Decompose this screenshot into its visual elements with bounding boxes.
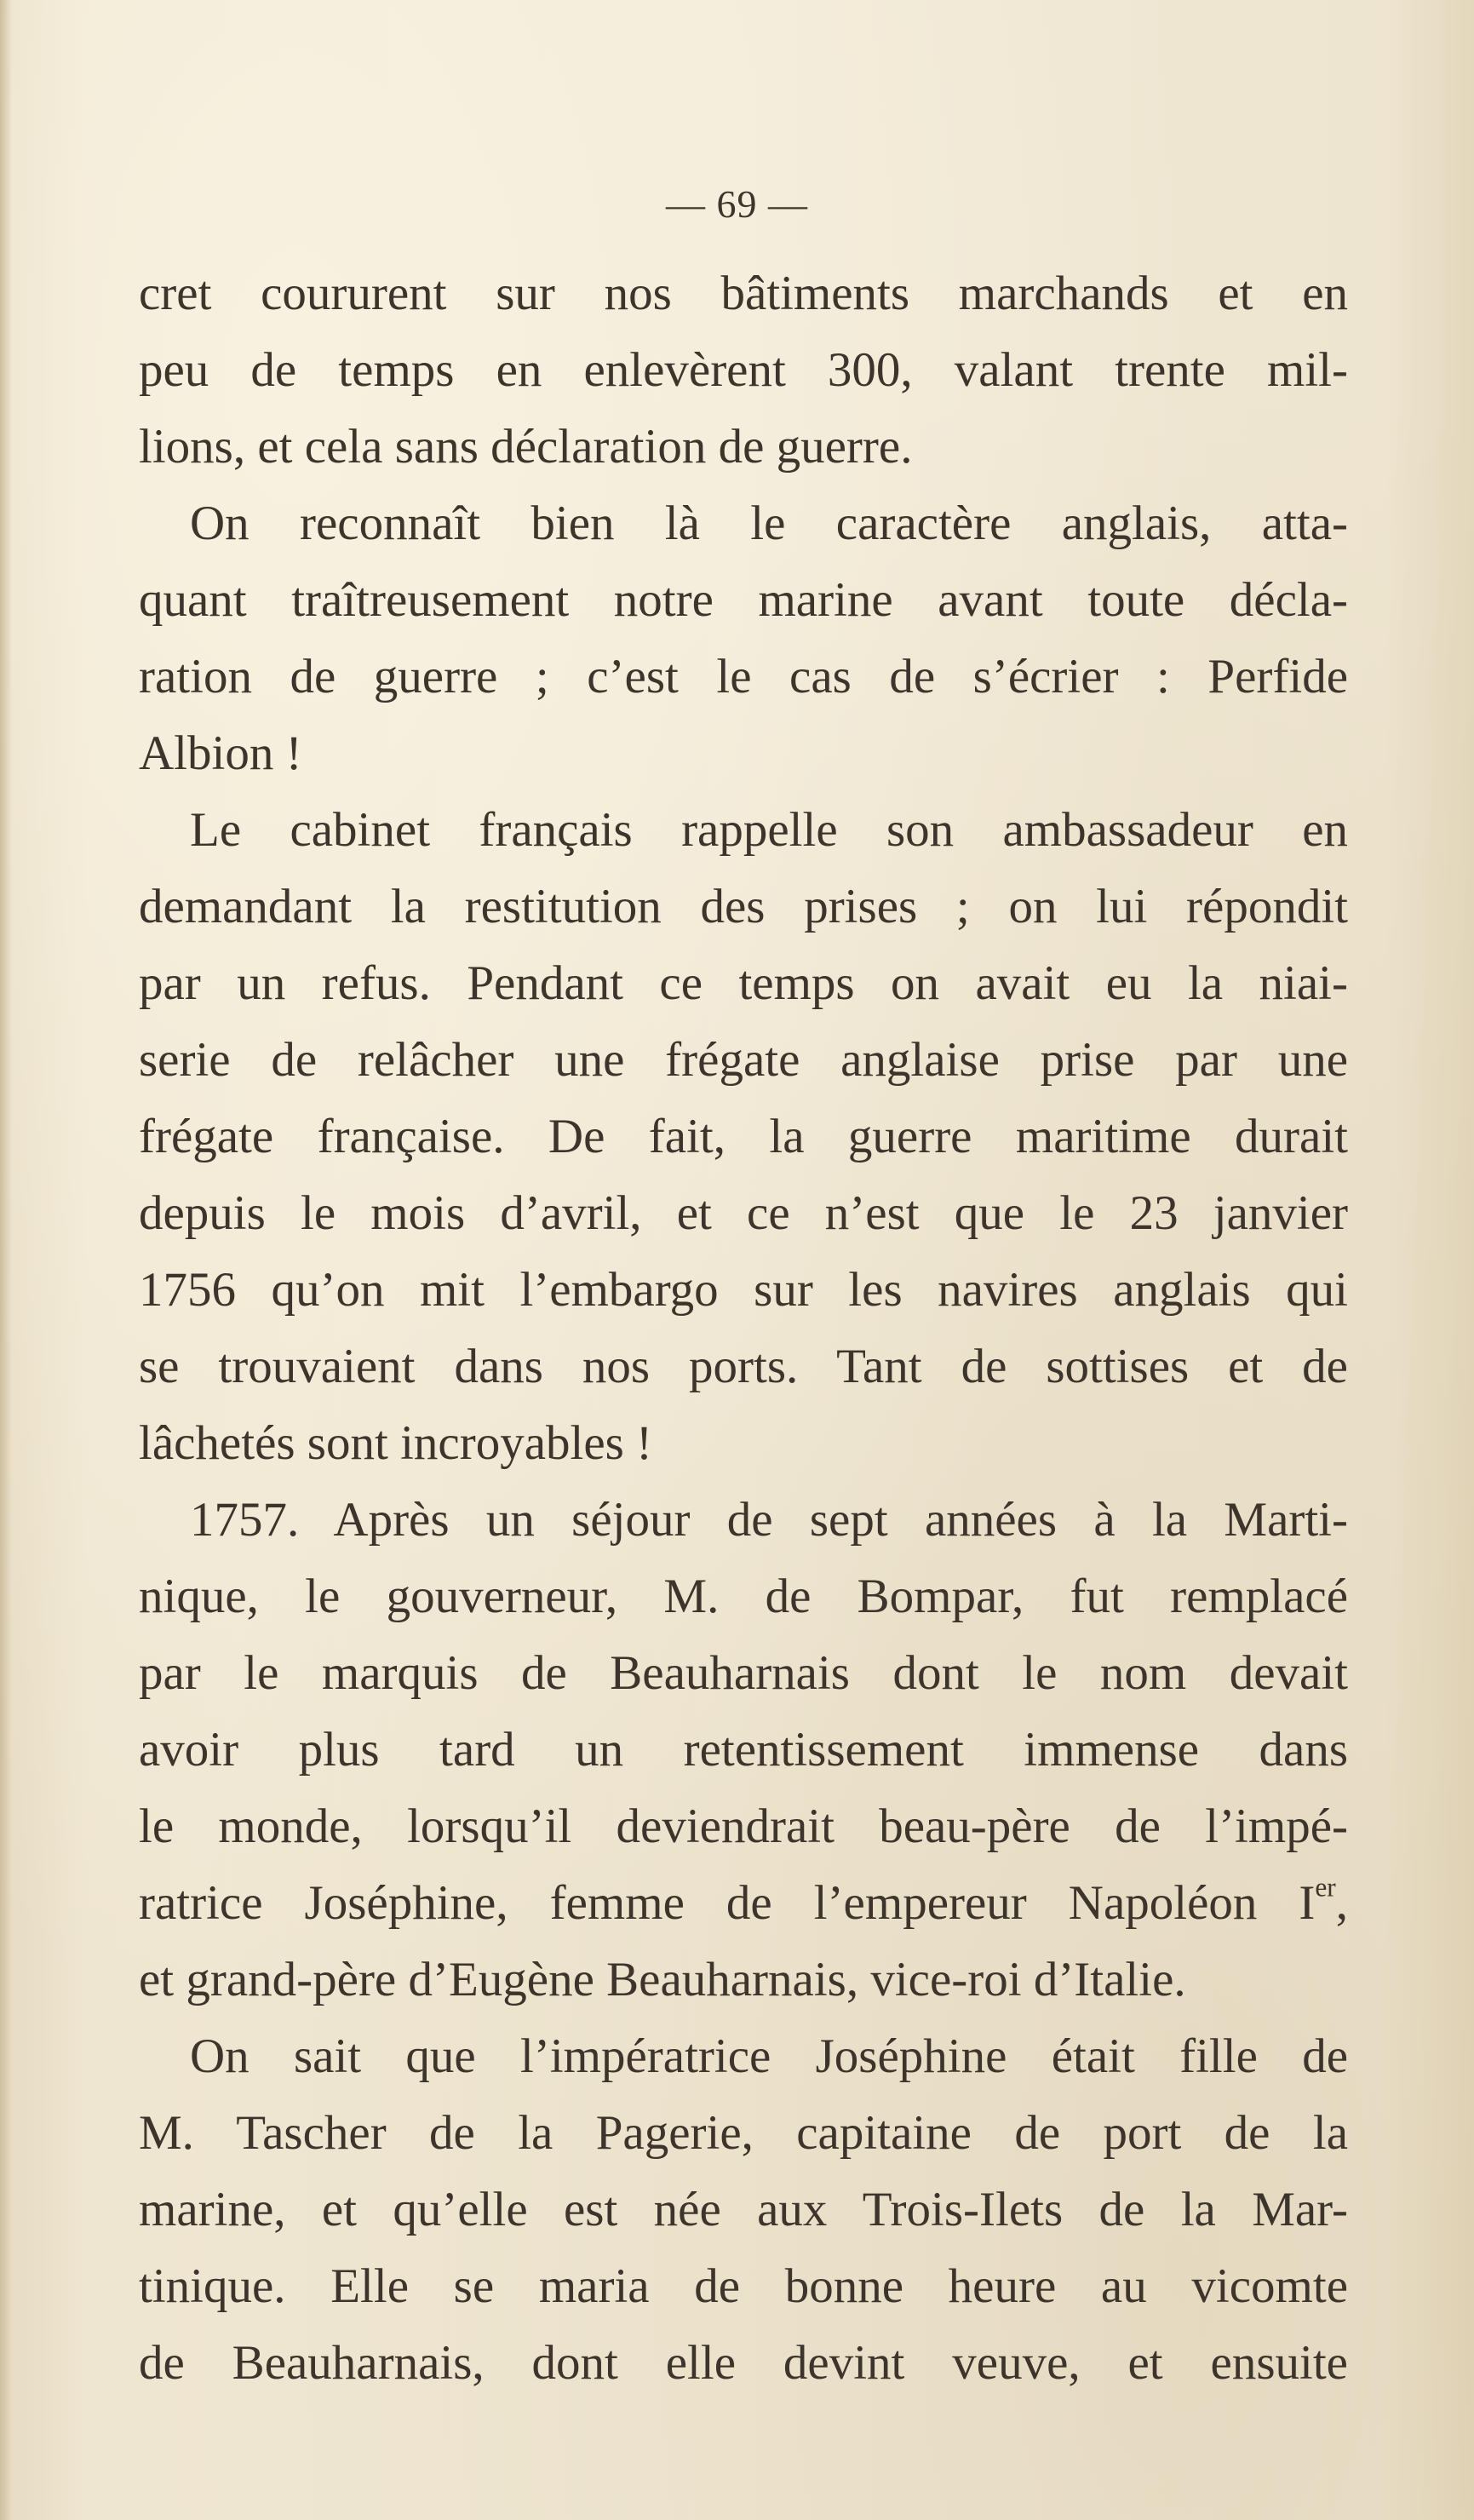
text-line-content: le monde, lorsqu’il deviendrait beau-père de l’impé- <box>139 1800 1348 1853</box>
text-line <box>139 715 1348 792</box>
text-line <box>139 1252 1348 1329</box>
page-edge-shadow <box>0 0 12 2520</box>
text-line-content: lions, et cela sans déclaration de guerre. <box>139 420 913 474</box>
text-line <box>139 639 1348 715</box>
superscript: er <box>1315 1872 1336 1903</box>
text-line <box>139 869 1348 945</box>
text-line <box>139 1175 1348 1252</box>
text-line <box>139 2095 1348 2172</box>
text-line <box>139 2172 1348 2248</box>
text-line-content: par le marquis de Beauharnais dont le nom devait <box>139 1646 1348 1700</box>
text-line-content: cret coururent sur nos bâtiments marchands et en <box>139 267 1348 320</box>
text-line-content: 1756 qu’on mit l’embargo sur les navires anglais qui <box>139 1263 1348 1317</box>
text-line-content: par un refus. Pendant ce temps on avait eu la niai- <box>139 956 1348 1010</box>
text-line-content: lâchetés sont incroyables ! <box>139 1416 653 1470</box>
text-line <box>139 1329 1348 1405</box>
text-line-content: quant traîtreusement notre marine avant toute décla- <box>139 573 1348 627</box>
text-line <box>139 1712 1348 1788</box>
text-line <box>139 409 1348 485</box>
text-line-content: depuis le mois d’avril, et ce n’est que le 23 janvier <box>139 1186 1348 1240</box>
text-line-content: frégate française. De fait, la guerre maritime durait <box>139 1110 1348 1163</box>
text-line <box>139 562 1348 639</box>
text-line-content: tinique. Elle se maria de bonne heure au vicomte <box>139 2259 1348 2313</box>
text-line-content: demandant la restitution des prises ; on lui répondit <box>139 880 1348 933</box>
text-line-content: de Beauharnais, dont elle devint veuve, et ensuite <box>139 2336 1348 2390</box>
text-line-content: marine, et qu’elle est née aux Trois-Ilets de la Mar- <box>139 2183 1348 2236</box>
text-line <box>139 1022 1348 1099</box>
text-line-content: avoir plus tard un retentissement immense dans <box>139 1723 1348 1777</box>
text-line <box>139 1482 1348 1558</box>
text-line-content: 1757. Après un séjour de sept années à la Marti- <box>190 1493 1348 1547</box>
text-line-content: ratrice Joséphine, femme de l’empereur Napoléon I <box>139 1876 1316 1930</box>
text-line-content: ration de guerre ; c’est le cas de s’écrier : Perfide <box>139 650 1348 703</box>
text-line <box>139 2248 1348 2325</box>
text-line <box>139 1942 1348 2018</box>
text-line <box>139 1405 1348 1482</box>
text-line-content: et grand-père d’Eugène Beauharnais, vice-roi d’Italie. <box>139 1953 1186 2006</box>
text-line-content: Albion ! <box>139 726 302 780</box>
text-line <box>139 1788 1348 1865</box>
text-line-content: M. Tascher de la Pagerie, capitaine de port de la <box>139 2106 1348 2160</box>
line-punctuation: , <box>1335 1876 1348 1930</box>
text-line-content: peu de temps en enlevèrent 300, valant trente mil- <box>139 343 1348 397</box>
text-line-content: On reconnaît bien là le caractère anglais, atta- <box>190 497 1348 550</box>
text-line <box>139 1558 1348 1635</box>
text-line <box>139 255 1348 332</box>
text-line <box>139 485 1348 562</box>
text-line-content: se trouvaient dans nos ports. Tant de sottises et de <box>139 1340 1348 1393</box>
body-text <box>139 255 1348 2402</box>
text-line <box>139 945 1348 1022</box>
text-line-content: serie de relâcher une frégate anglaise prise par une <box>139 1033 1348 1087</box>
text-line <box>139 1099 1348 1175</box>
text-line-content: nique, le gouverneur, M. de Bompar, fut remplacé <box>139 1570 1348 1623</box>
text-line <box>139 2325 1348 2402</box>
text-line <box>139 2018 1348 2095</box>
text-line <box>139 1635 1348 1712</box>
page-number: — 69 — <box>666 182 808 226</box>
text-line <box>139 792 1348 869</box>
text-line-content: Le cabinet français rappelle son ambassadeur en <box>190 803 1348 857</box>
text-line <box>139 1865 1348 1942</box>
text-line <box>139 332 1348 409</box>
text-line-content: On sait que l’impératrice Joséphine était fille de <box>190 2029 1348 2083</box>
